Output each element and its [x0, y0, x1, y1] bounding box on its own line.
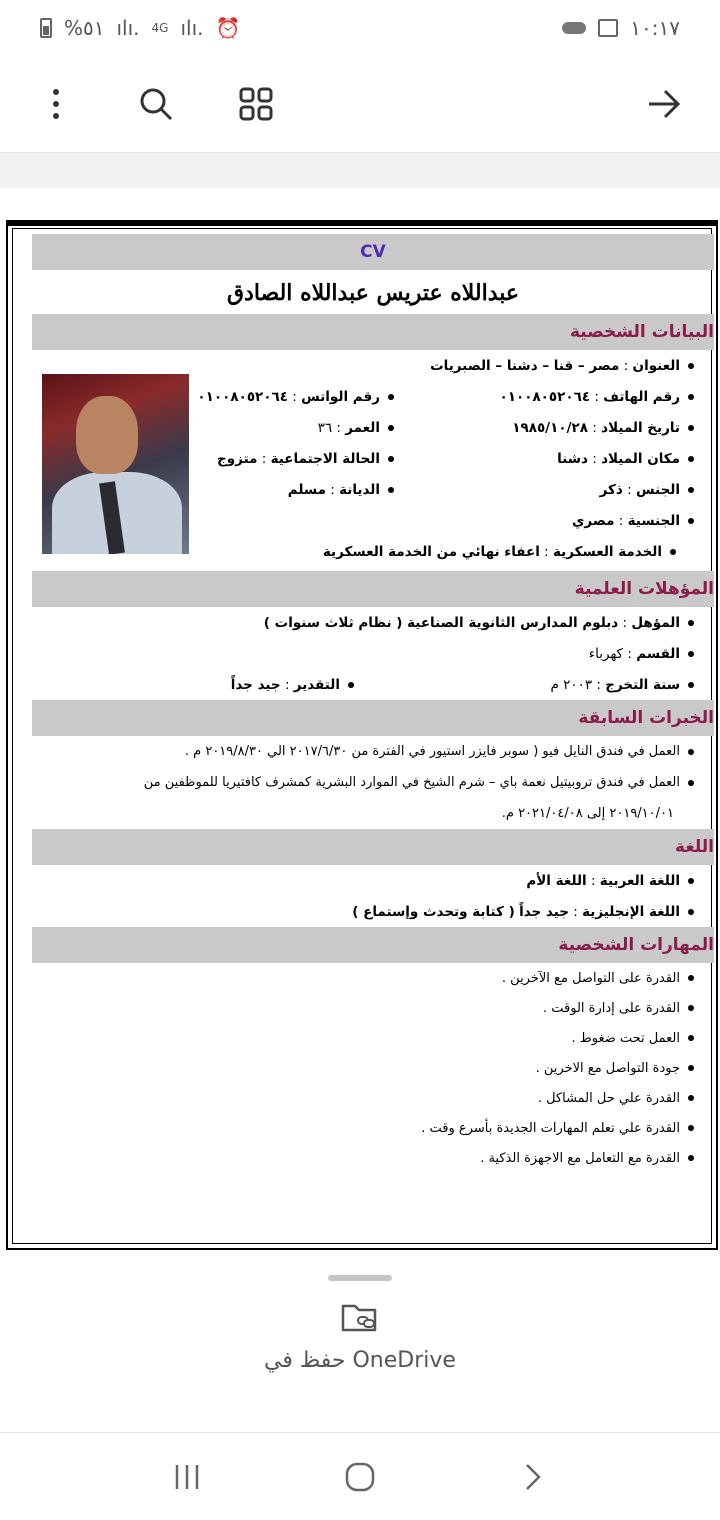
age-label: العمر	[345, 419, 380, 436]
list-item	[32, 963, 714, 993]
cv-header: CV	[32, 234, 714, 270]
list-item	[32, 1113, 714, 1143]
document-viewer[interactable]	[0, 188, 720, 1270]
skill-text: القدرة علي حل المشاكل .	[537, 1090, 680, 1106]
marital-label: الحالة الاجتماعية	[270, 450, 380, 467]
pob-value: دشنا	[557, 450, 588, 467]
skill-text: جودة التواصل مع الاخرين .	[535, 1060, 680, 1076]
dept-row: القسم : كهرباء	[32, 638, 714, 669]
gender-row: الجنس : ذكر الديانة : مسلم	[32, 474, 714, 505]
status-left	[40, 16, 240, 40]
save-onedrive-label: حفظ في OneDrive	[264, 1348, 456, 1373]
cloud-icon	[562, 22, 586, 34]
section-skills: المهارات الشخصية	[32, 927, 714, 963]
network-type: 4G	[151, 21, 169, 35]
experience-item	[12, 767, 714, 798]
english-row: اللغة الإنجليزية : جيد جداً ( كتابة وتحدث وإستماع )	[32, 896, 714, 927]
gender-value: ذكر	[599, 481, 623, 498]
arabic-label: اللغة العربية	[599, 872, 680, 889]
grid-icon[interactable]	[228, 76, 284, 132]
marital-value: متزوج	[217, 450, 258, 467]
dept-value: كهرباء	[588, 645, 624, 662]
address-value: مصر – قنا – دشنا – الصبريات	[430, 357, 620, 374]
whatsapp-label: رقم الواتس	[301, 388, 380, 405]
arabic-row: اللغة العربية : اللغة الأم	[32, 865, 714, 896]
experience-item	[32, 736, 714, 767]
skill-text: القدرة على التواصل مع الآخرين .	[501, 970, 680, 986]
save-onedrive-button[interactable]	[0, 1300, 720, 1400]
clock-time: ١٠:١٧	[630, 16, 680, 40]
pob-label: مكان الميلاد	[601, 450, 680, 467]
signal-icon: ılı.	[116, 16, 140, 40]
section-experience: الخبرات السابقة	[32, 700, 714, 736]
image-icon	[598, 19, 618, 37]
english-level: جيد جداً	[519, 903, 569, 920]
pob-row: مكان الميلاد : دشنا الحالة الاجتماعية : متزوج	[32, 443, 714, 474]
battery-icon	[40, 18, 52, 38]
military-row: الخدمة العسكرية : اعفاء نهائي من الخدمة العسكرية	[32, 536, 714, 567]
arrow-forward-icon[interactable]	[636, 76, 692, 132]
age-value: ٣٦	[317, 419, 333, 436]
status-bar	[0, 0, 720, 56]
skills-list	[32, 963, 714, 1173]
section-qualifications: المؤهلات العلمية	[32, 571, 714, 607]
religion-label: الديانة	[339, 481, 380, 498]
experience-text-2: العمل في فندق تروبيتيل نعمة باي – شرم الشيخ في الموارد البشرية كمشرف كافتيريا للموظفين من	[143, 775, 680, 790]
phone-value: ٠١٠٠٨٠٥٢٠٦٤	[499, 388, 591, 405]
address-label: العنوان	[632, 357, 680, 374]
english-detail: ( كتابة وتحدث وإستماع )	[352, 903, 515, 920]
experience-item-cont	[32, 798, 714, 829]
grade-label: التقدير	[293, 676, 340, 693]
list-item	[32, 1053, 714, 1083]
grad-value: ٢٠٠٣ م	[550, 676, 593, 693]
toolbar-left	[28, 76, 284, 132]
section-language: اللغة	[32, 829, 714, 865]
skill-text: العمل تحت ضغوط .	[571, 1030, 680, 1046]
skill-text: القدرة مع التعامل مع الاجهزة الذكية .	[480, 1150, 680, 1166]
degree-row: المؤهل : دبلوم المدارس الثانوية الصناعية ( نظام ثلاث سنوات )	[32, 607, 714, 638]
skill-text: القدرة علي تعلم المهارات الجديدة بأسرع وقت .	[421, 1120, 680, 1136]
military-value: اعفاء نهائي من الخدمة العسكرية	[322, 543, 540, 560]
navigation-bar	[0, 1432, 720, 1520]
status-right	[562, 16, 680, 40]
nationality-label: الجنسية	[627, 512, 680, 529]
back-icon[interactable]	[503, 1447, 563, 1507]
grad-label: سنة التخرج	[605, 676, 680, 693]
nationality-value: مصري	[572, 512, 615, 529]
recents-icon[interactable]	[157, 1447, 217, 1507]
list-item	[32, 1143, 714, 1173]
phone-label: رقم الهاتف	[603, 388, 680, 405]
phone-row: رقم الهاتف : ٠١٠٠٨٠٥٢٠٦٤ رقم الواتس : ٠١٠٠٨٠٥٢٠٦٤	[32, 381, 714, 412]
grad-row: سنة التخرج : ٢٠٠٣ م التقدير : جيد جداً	[32, 669, 714, 700]
more-vertical-icon[interactable]	[28, 76, 84, 132]
dob-label: تاريخ الميلاد	[601, 419, 680, 436]
dob-value: ١٩٨٥/١٠/٢٨	[512, 419, 588, 436]
battery-percent: %٥١	[64, 16, 105, 40]
degree-value: دبلوم المدارس الثانوية الصناعية ( نظام ثلاث سنوات )	[263, 614, 619, 631]
arabic-value: اللغة الأم	[526, 872, 587, 889]
section-personal: البيانات الشخصية	[32, 314, 714, 350]
religion-value: مسلم	[287, 481, 326, 498]
alarm-icon: ⏰	[215, 16, 241, 40]
address-row: العنوان : مصر – قنا – دشنا – الصبريات	[32, 350, 714, 381]
toolbar	[0, 56, 720, 152]
gender-label: الجنس	[635, 481, 680, 498]
list-item	[32, 993, 714, 1023]
cv-name: عبداللاه عتريس عبداللاه الصادق	[226, 280, 520, 306]
home-icon[interactable]	[330, 1447, 390, 1507]
profile-photo	[42, 374, 189, 554]
dob-row: تاريخ الميلاد : ١٩٨٥/١٠/٢٨ العمر : ٣٦	[32, 412, 714, 443]
folder-link-icon	[340, 1300, 380, 1338]
skill-text: القدرة على إدارة الوقت .	[543, 1000, 680, 1016]
cv-document	[32, 234, 714, 1173]
experience-text-3: ٢٠١٩/١٠/٠١ إلى ٢٠٢١/٠٤/٠٨ م.	[501, 806, 674, 821]
search-icon[interactable]	[128, 76, 184, 132]
whatsapp-value: ٠١٠٠٨٠٥٢٠٦٤	[197, 388, 289, 405]
divider-band	[0, 152, 720, 188]
dept-label: القسم	[636, 645, 680, 662]
degree-label: المؤهل	[631, 614, 680, 631]
grade-value: جيد جداً	[230, 676, 281, 693]
signal-icon-2: ılı.	[180, 16, 204, 40]
experience-text-1: العمل في فندق النايل فيو ( سوبر فايزر استيور في الفترة من ٢٠١٧/٦/٣٠ الي ٢٠١٩/٨/٣٠ م .	[184, 744, 680, 759]
nationality-row: الجنسية : مصري	[32, 505, 714, 536]
english-label: اللغة الإنجليزية	[582, 903, 680, 920]
list-item	[32, 1023, 714, 1053]
list-item	[32, 1083, 714, 1113]
military-label: الخدمة العسكرية	[552, 543, 662, 560]
sheet-handle[interactable]	[328, 1275, 392, 1281]
